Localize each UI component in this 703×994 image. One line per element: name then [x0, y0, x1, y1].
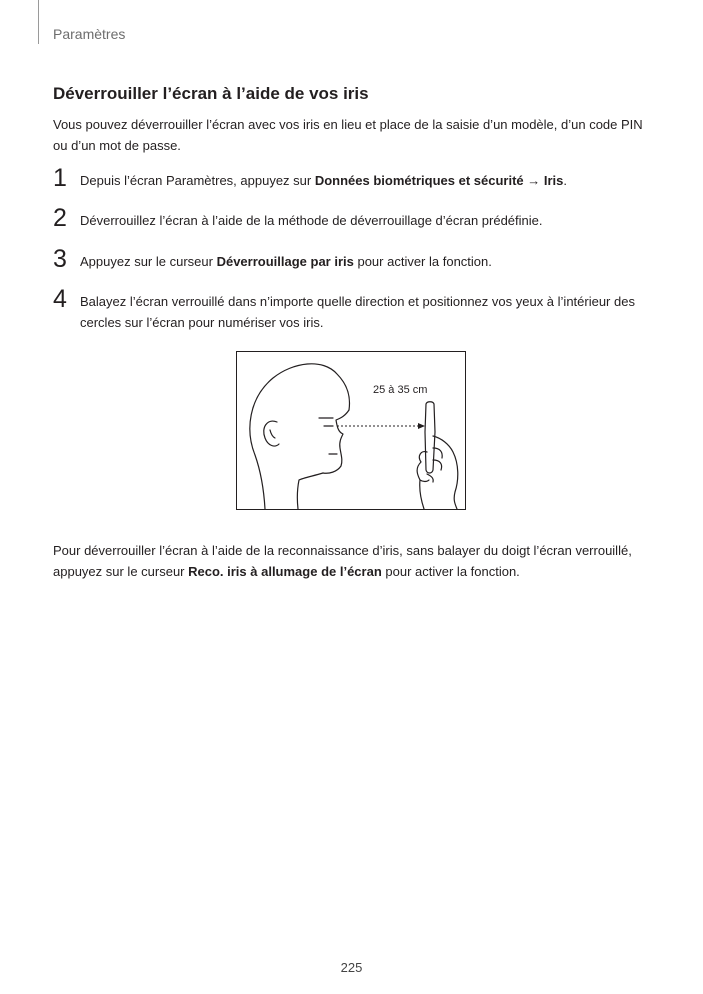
step-text: Depuis l’écran Paramètres, appuyez sur Données biométriques et sécurité → Iris. [80, 173, 567, 188]
hand [417, 436, 458, 509]
step-text: Appuyez sur le curseur Déverrouillage par iris pour activer la fonction. [80, 254, 492, 269]
phone [425, 402, 435, 473]
screen-on-note: Pour déverrouiller l’écran à l’aide de la reconnaissance d’iris, sans balayer du doigt l’écran verrouillé, appuyez sur le curseur Reco. iris à allumage de l’écran pour activer la fonction. [53, 543, 632, 579]
menu-path-biometrics: Données biométriques et sécurité [314, 173, 524, 188]
iris-scan-illustration [236, 351, 466, 510]
distance-label: 25 à 35 cm [373, 384, 428, 396]
step-number: 1 [53, 164, 67, 192]
iris-unlock-switch-label: Déverrouillage par iris [216, 254, 354, 269]
step-number: 3 [53, 245, 67, 273]
step-number: 2 [53, 204, 67, 232]
header-rule [38, 0, 39, 44]
running-header: Paramètres [53, 26, 126, 42]
face-and-phone-drawing [237, 352, 465, 509]
intro-paragraph: Vous pouvez déverrouiller l’écran avec vos iris en lieu et place de la saisie d’un modèle, d’un code PIN ou d’un mot de passe. [53, 117, 643, 153]
face-profile [323, 410, 349, 473]
page-number: 225 [340, 960, 363, 975]
arrow-head-icon [418, 423, 425, 429]
section-title: Déverrouiller l’écran à l’aide de vos iris [53, 84, 369, 103]
neck-outline [297, 473, 323, 509]
step-text: Balayez l’écran verrouillé dans n’importe quelle direction et positionnez vos yeux à l’intérieur des cercles sur l’écran pour numériser vos iris. [80, 294, 635, 330]
screen-on-iris-switch-label: Reco. iris à allumage de l’écran [188, 564, 382, 579]
step-number: 4 [53, 285, 67, 313]
menu-path-iris: Iris [543, 173, 564, 188]
step-text: Déverrouillez l’écran à l’aide de la méthode de déverrouillage d’écran prédéfinie. [80, 213, 543, 228]
